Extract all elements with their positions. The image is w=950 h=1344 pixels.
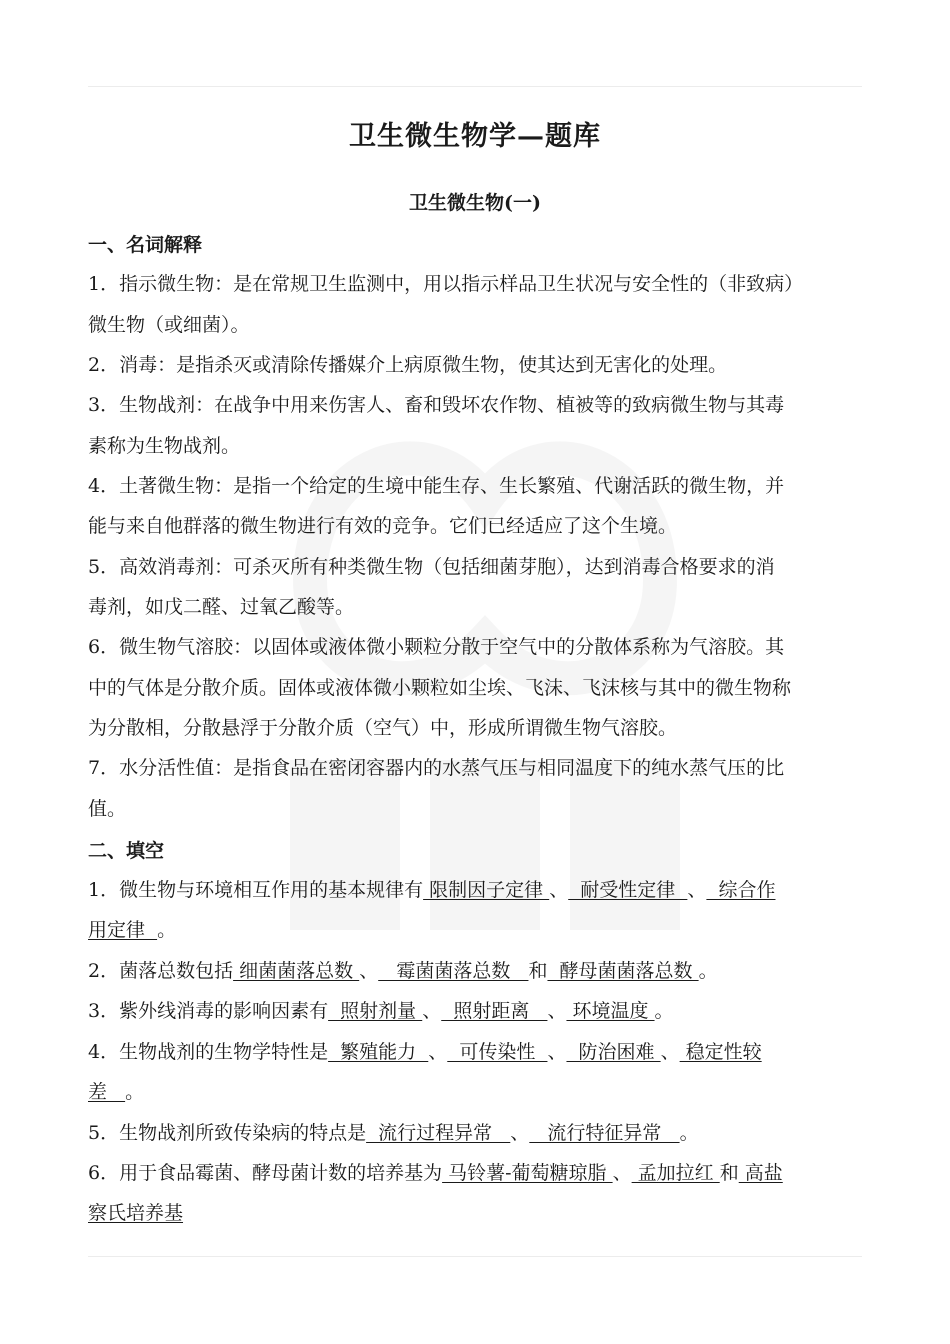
definition-6-line-1: 6．微生物气溶胶：以固体或液体微小颗粒分散于空气中的分散体系称为气溶胶。其 bbox=[88, 636, 785, 658]
answer-blank: 可传染性 bbox=[447, 1041, 548, 1063]
answer-blank: 环境温度 bbox=[566, 1000, 655, 1022]
answer-blank: 稳定性较 bbox=[679, 1041, 762, 1063]
fill-question-4-line-1 bbox=[88, 1038, 762, 1066]
definition-4-line-2: 能与来自他群落的微生物进行有效的竞争。它们已经适应了这个生境。 bbox=[88, 515, 678, 537]
document-title: 卫生微生物学—题库 bbox=[349, 121, 601, 152]
separator: 、 bbox=[687, 879, 707, 901]
fill-question-6-line-1 bbox=[88, 1159, 783, 1187]
answer-blank: 高盐 bbox=[738, 1162, 783, 1184]
fill-question-2 bbox=[88, 957, 718, 985]
separator: 、 bbox=[510, 1122, 530, 1144]
section-heading-fill-in: 二、填空 bbox=[88, 840, 165, 862]
question-text: 6．用于食品霉菌、酵母菌计数的培养基为 bbox=[88, 1162, 443, 1184]
definition-6-line-2: 中的气体是分散介质。固体或液体微小颗粒如尘埃、飞沫、飞沫核与其中的微生物称 bbox=[88, 677, 792, 699]
terminator: 。 bbox=[679, 1122, 699, 1144]
terminator: 。 bbox=[157, 919, 177, 941]
separator: 、 bbox=[549, 879, 569, 901]
terminator: 。 bbox=[698, 960, 718, 982]
fill-question-3 bbox=[88, 997, 674, 1025]
fill-question-6-line-2 bbox=[88, 1199, 183, 1227]
answer-blank: 防治困难 bbox=[566, 1041, 661, 1063]
answer-blank: 细菌菌落总数 bbox=[233, 960, 360, 982]
answer-blank: 照射剂量 bbox=[328, 1000, 423, 1022]
separator: 、 bbox=[547, 1000, 567, 1022]
answer-blank: 孟加拉红 bbox=[631, 1162, 720, 1184]
definition-4-line-1: 4．土著微生物：是指一个给定的生境中能生存、生长繁殖、代谢活跃的微生物，并 bbox=[88, 475, 785, 497]
definition-3-line-2: 素称为生物战剂。 bbox=[88, 435, 241, 457]
separator: 和 bbox=[719, 1162, 739, 1184]
separator: 、 bbox=[547, 1041, 567, 1063]
question-text: 1．微生物与环境相互作用的基本规律有 bbox=[88, 879, 424, 901]
header-rule bbox=[88, 86, 862, 87]
section-heading-definitions: 一、名词解释 bbox=[88, 234, 203, 256]
separator: 、 bbox=[359, 960, 379, 982]
terminator: 。 bbox=[125, 1081, 145, 1103]
fill-question-1-line-1 bbox=[88, 876, 775, 904]
definition-3-line-1: 3．生物战剂：在战争中用来伤害人、畜和毁坏农作物、植被等的致病微生物与其毒 bbox=[88, 394, 785, 416]
fill-question-5 bbox=[88, 1119, 699, 1147]
definition-5-line-1: 5．高效消毒剂：可杀灭所有种类微生物（包括细菌芽胞），达到消毒合格要求的消 bbox=[88, 556, 775, 578]
fill-question-4-line-2 bbox=[88, 1078, 144, 1106]
answer-blank: 繁殖能力 bbox=[328, 1041, 429, 1063]
answer-blank: 限制因子定律 bbox=[423, 879, 550, 901]
separator: 、 bbox=[612, 1162, 632, 1184]
document-subtitle: 卫生微生物(一) bbox=[409, 192, 541, 214]
definition-6-line-3: 为分散相，分散悬浮于分散介质（空气）中，形成所谓微生物气溶胶。 bbox=[88, 717, 678, 739]
fill-question-1-line-2 bbox=[88, 916, 176, 944]
separator: 、 bbox=[660, 1041, 680, 1063]
question-text: 3．紫外线消毒的影响因素有 bbox=[88, 1000, 329, 1022]
answer-blank: 照射距离 bbox=[441, 1000, 548, 1022]
answer-blank: 察氏培养基 bbox=[88, 1202, 184, 1224]
answer-blank: 耐受性定律 bbox=[568, 879, 688, 901]
separator: 和 bbox=[528, 960, 548, 982]
question-text: 2．菌落总数包括 bbox=[88, 960, 234, 982]
answer-blank: 流行过程异常 bbox=[366, 1122, 511, 1144]
answer-blank: 霉菌菌落总数 bbox=[378, 960, 529, 982]
answer-blank: 用定律 bbox=[88, 919, 158, 941]
definition-1-line-2: 微生物（或细菌）。 bbox=[88, 314, 250, 336]
definition-1-line-1: 1．指示微生物：是在常规卫生监测中，用以指示样品卫生状况与安全性的（非致病） bbox=[88, 273, 804, 295]
answer-blank: 马铃薯-葡萄糖琼脂 bbox=[442, 1162, 613, 1184]
terminator: 。 bbox=[654, 1000, 674, 1022]
answer-blank: 差 bbox=[88, 1081, 126, 1103]
answer-blank: 酵母菌菌落总数 bbox=[547, 960, 699, 982]
definition-7-line-2: 值。 bbox=[88, 798, 127, 820]
answer-blank: 综合作 bbox=[706, 879, 776, 901]
footer-rule bbox=[88, 1256, 862, 1257]
question-text: 4．生物战剂的生物学特性是 bbox=[88, 1041, 329, 1063]
question-text: 5．生物战剂所致传染病的特点是 bbox=[88, 1122, 367, 1144]
answer-blank: 流行特征异常 bbox=[529, 1122, 680, 1144]
definition-7-line-1: 7．水分活性值：是指食品在密闭容器内的水蒸气压与相同温度下的纯水蒸气压的比 bbox=[88, 757, 785, 779]
definition-2-line-1: 2．消毒：是指杀灭或清除传播媒介上病原微生物，使其达到无害化的处理。 bbox=[88, 354, 728, 376]
definition-5-line-2: 毒剂，如戊二醛、过氧乙酸等。 bbox=[88, 596, 355, 618]
separator: 、 bbox=[422, 1000, 442, 1022]
separator: 、 bbox=[428, 1041, 448, 1063]
